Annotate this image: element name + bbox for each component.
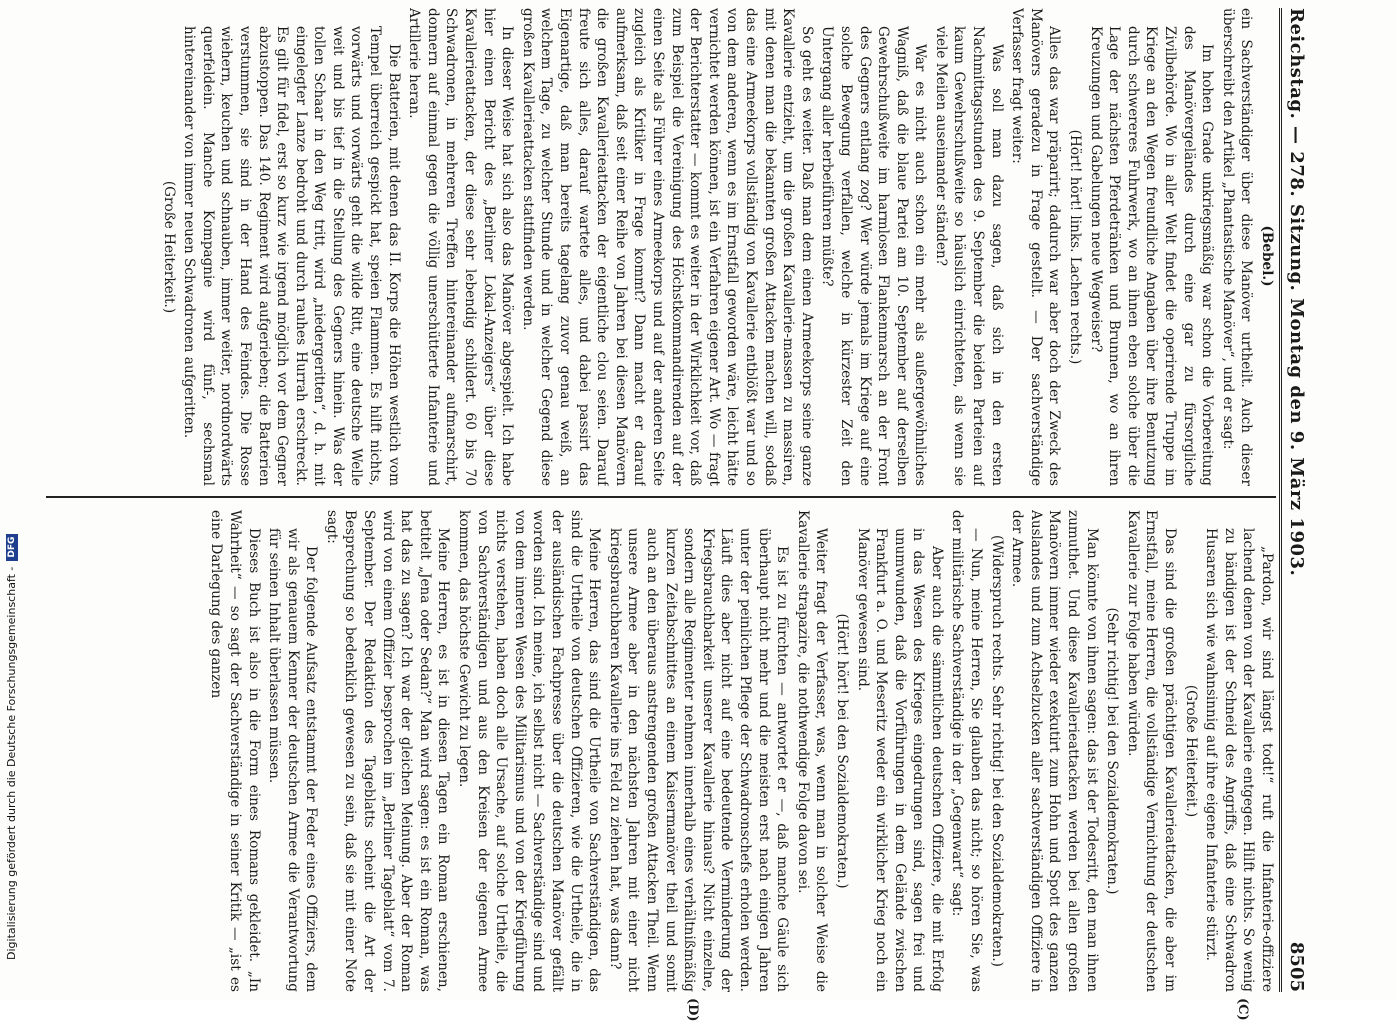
page-number: 8505 xyxy=(1286,941,1307,992)
page-header xyxy=(1279,8,1320,992)
right-column-paragraph: Der folgende Aufsatz entstammt der Feder eines Offiziers, dem wir als genauem Kenner der deutschen Armee die Verantwortung für seinen Inhalt überlassen müssen. xyxy=(266,528,320,992)
rotated-page xyxy=(40,0,1340,1022)
right-column-paragraph: — Nun, meine Herren, Sie glauben das nicht; so hören Sie, was der militärische Sachverständige in der „Gegenwart“ sagt: xyxy=(949,510,985,992)
right-column-paragraph: Man könnte von ihnen sagen: das ist der Todesritt, den man ihnen zumuthet. Und diese Kavallerieattacken werden bei allen großen Manövern immer wieder exekutirt zum Hohn und Spott des ganzen Auslandes und zum Achselzucken aller sachverständigen Offiziere in der Armee. xyxy=(1009,510,1100,992)
left-column xyxy=(56,8,1276,486)
right-column xyxy=(56,510,1276,992)
right-column-paragraph: Aber auch die sämmtlichen deutschen Offiziere, die mit Erfolg in das Wesen des Krieges eingedrungen sind, sagen frei und unumwunden, daß die Vorführungen in dem Gelände zwischen Frankfurt a. O. und Meseritz weder ein wirklicher Krieg noch ein Manöver gewesen sind. xyxy=(854,528,945,992)
right-column-paragraph: Dieses Buch ist also in die Form eines Romans gekleidet. „In Wahrheit“ — so sagt der Sachverständige in seiner Kritik — „ist es eine Darlegung des ganzen xyxy=(208,510,262,992)
session-title: Reichstag. — 278. Sitzung. Montag den 9. März 1903. xyxy=(1286,8,1307,577)
left-column-paragraph: In dieser Weise hat sich also das Manöver abgespielt. Ich habe hier einen Bericht des „Berliner Lokal-Anzeigers“ über diese Kavallerieattacken, der diese sehr lebendig schildert. 60 bis 70 Schwadronen, in mehreren Treffen hintereinander aufmarschirt, donnern auf einmal gegen die völlig unerschütterte Infanterie und Artillerie heran. xyxy=(406,8,516,486)
left-column-paragraph: (Große Heiterkeit.) xyxy=(160,180,177,314)
left-column-paragraph: (Hört! hört! links. Lachen rechts.) xyxy=(1067,129,1084,365)
footer-credit xyxy=(2,0,22,960)
right-column-paragraph: „Pardon, wir sind längst todt!“ ruft die Infanterie-offiziere lachend denen von der Kavallerie entgegen. Hilft nichts. So wenig zu bändigen ist der Schneid des Angriffs, daß eine Schwadron Husaren sich wie wahnsinnig auf ihre eigene Infanterie stürzt. xyxy=(1203,528,1275,992)
left-column-paragraph: Was soll man dazu sagen, daß sich in den ersten Nachmittagsstunden des 9. September die beiden Parteien auf kaum Gewehrschußweite so häuslich einrichteten, als wenn sie viele Meilen auseinander ständen? xyxy=(932,26,1005,486)
right-column-paragraph: (Große Heiterkeit.) xyxy=(1182,684,1199,818)
margin-mark-c: (C) xyxy=(1235,998,1250,1021)
margin-mark-d: (D) xyxy=(685,998,700,1022)
left-column-paragraph: War es nicht auch schon ein mehr als außergewöhnliches Wagniß, daß die blaue Partei am 10. September auf derselben Gewehrschußweite im harmlosen Flankenmarsch an der Front des Gegners entlang zog? Wer würde jemals im Kriege auf eine solche Bewegung verfallen, welche in kürzester Zeit den Untergang aller herbeiführen müßte? xyxy=(819,26,929,486)
footer-credit-text: Digitalisierung gefördert durch die Deutsche Forschungsgemeinschaft - xyxy=(5,566,18,960)
footer-strip xyxy=(0,0,22,1000)
dfg-logo: DFG xyxy=(6,534,18,561)
right-column-paragraph: (Sehr richtig! bei den Sozialdemokraten.) xyxy=(1104,607,1121,895)
right-column-paragraph: Es ist zu fürchten — antwortet er —, daß manche Gäule sich überhaupt nicht mehr und die meisten erst nach einigen Jahren unter der peinlichen Pflege der Schwadronschefs erholen werden. Läuft dies aber nicht auf eine bedeutende Verminderung der Kriegsbrauchbarkeit unserer Kavallerie hinaus? Nicht einzelne, sondern alle Regimenter nehmen innerhalb eines verhältnißmäßig kurzen Zeitabschnittes an einem Kaisermanöver theil und somit auch an den überaus anstrengenden großen Attacken Theil. Wenn unsere Armee aber in den nächsten Jahren mit einer nicht kriegsbrauchbaren Kavallerie ins Feld zu ziehen hat, was dann? xyxy=(606,528,791,992)
left-column-paragraph: Alles das war präparirt; dadurch war aber doch der Zweck des Manövers geradezu in Frage gestellt. — Der sachverständige Verfasser fragt weiter: xyxy=(1009,8,1063,486)
right-column-paragraph: (Hört! hört! bei den Sozialdemokraten.) xyxy=(833,613,850,889)
left-column-paragraph: Die Batterien, mit denen das II. Korps die Höhen westlich vom Tempel überreich gespickt hat, speien Flammen. Es hilft nichts, vorwärts und vorwärts geht die wilde Ritt, eine deutsche Welle weit und bis tief in die Stellung des Gegners hinein. Was der tollen Schaar in den Weg tritt, wird „niedergeritten“, d. h. mit eingelegter Lanze bedroht und durch rauhes Hurrah erschreckt. Es gilt für fidel, erst so kurz wie irgend möglich vor dem Gegner abzustoppen. Das 140. Regiment wird aufgerieben; die Batterien verstummen, sie sind in der Hand des Feindes. Die Rosse wiehern, keuchen und schnauben, immer weiter, nordnordwärts querfeldein. Manche Kompagnie wird fünf-, sechsmal hintereinander von immer neuen Schwadronen aufgeritten. xyxy=(181,26,402,486)
right-column-paragraph: Meine Herren, das sind die Urtheile von Sachverständigen, das sind die Urtheile von deutschen Offizieren, wie die Urtheile, die in der ausländischen Fachpresse über die deutschen Manöver gefällt worden sind. Ich meine, ich selbst nicht — Sachverständige sind und von dem inneren Wesen des Militarismus und von der Kriegführung nichts verstehen, haben doch alle Ursache, auf solche Urtheile, die von Sachverständigen und aus den Kreisen der eigenen Armee kommen, das höchste Gewicht zu legen. xyxy=(456,510,603,992)
left-column-paragraph: Im hohen Grade unkriegsmäßig war schon die Vorbereitung des Manövergeländes durch eine gar zu fürsorgliche Zivilbehörde. Wo in aller Welt findet die operirende Truppe im Kriege an den Wegen freundliche Angaben über ihre Benutzung durch schwereres Fuhrwerk, wo an ihnen eben solche über die Lage der nächsten Pferdetränken und Brunnen, wo an ihren Kreuzungen und Gabelungen neue Wegweiser? xyxy=(1087,26,1216,486)
right-column-paragraph: Das sind die großen prächtigen Kavallerieattacken, die aber im Ernstfall, meine Herren, die vollständige Vernichtung der deutschen Kavallerie zur Folge haben würden. xyxy=(1124,510,1179,992)
left-column-paragraph: (Bebel.) xyxy=(1259,225,1275,287)
column-divider xyxy=(46,496,1276,498)
left-column-paragraph: So geht es weiter. Daß man dem einen Armeekorps seine ganze Kavallerie entzieht, um die großen Kavallerie-massen zu massiren, mit denen man die bekannten großen Attacken machen will, sodaß das eine Armeekorps vollständig von Kavallerie entblößt war und so von dem anderen, wenn es im Ernstfall geworden wäre, leicht hätte vernichtet werden können, ist ein Verfahren eigener Art. Wo — fragt der Berichterstatter — kommt es weiter in der Wirklichkeit vor, daß zum Beispiel die Vereinigung des Höchstkommandirenden auf der einen Seite als Führer eines Armeekorps und auf der anderen Seite zugleich als Kritiker in Frage kommt? Dann macht er darauf aufmerksam, daß seit einer Reihe von Jahren bei diesen Manövern die großen Kavallerieattacken der eigentliche clou seien. Darauf freute sich alles, darauf wartete alles, und dabei passirt das Eigenartige, daß man bereits tagelang zuvor genau weiß, an welchem Tage, zu welcher Stunde und in welcher Gegend diese großen Kavallerieattacken stattfinden werden. xyxy=(519,8,815,486)
left-column-paragraph: ein Sachverständiger über diese Manöver urtheilt. Auch dieser überschreibt den Artikel „Phantastische Manöver“, und er sagt: xyxy=(1219,8,1255,486)
right-column-paragraph: (Widerspruch rechts. Sehr richtig! bei den Sozialdemokraten.) xyxy=(988,535,1005,967)
right-column-paragraph: Meine Herren, es ist in diesen Tagen ein Roman erschienen, betitelt „Jena oder Sedan?“ Man wird sagen: es ist ein Roman, was hat das zu sagen? Ich war der gleichen Meinung. Aber der Roman wird von einem Offizier besprochen im „Berliner Tageblatt“ vom 7. September. Der Redaktion des Tageblatts scheint die Art der Besprechung so bedenklich gewesen zu sein, daß sie mit einer Note sagt: xyxy=(323,510,452,992)
right-column-paragraph: Weiter fragt der Verfasser, was, wenn man in solcher Weise die Kavallerie strapazire, die nothwendige Folge davon sei. xyxy=(794,510,830,992)
